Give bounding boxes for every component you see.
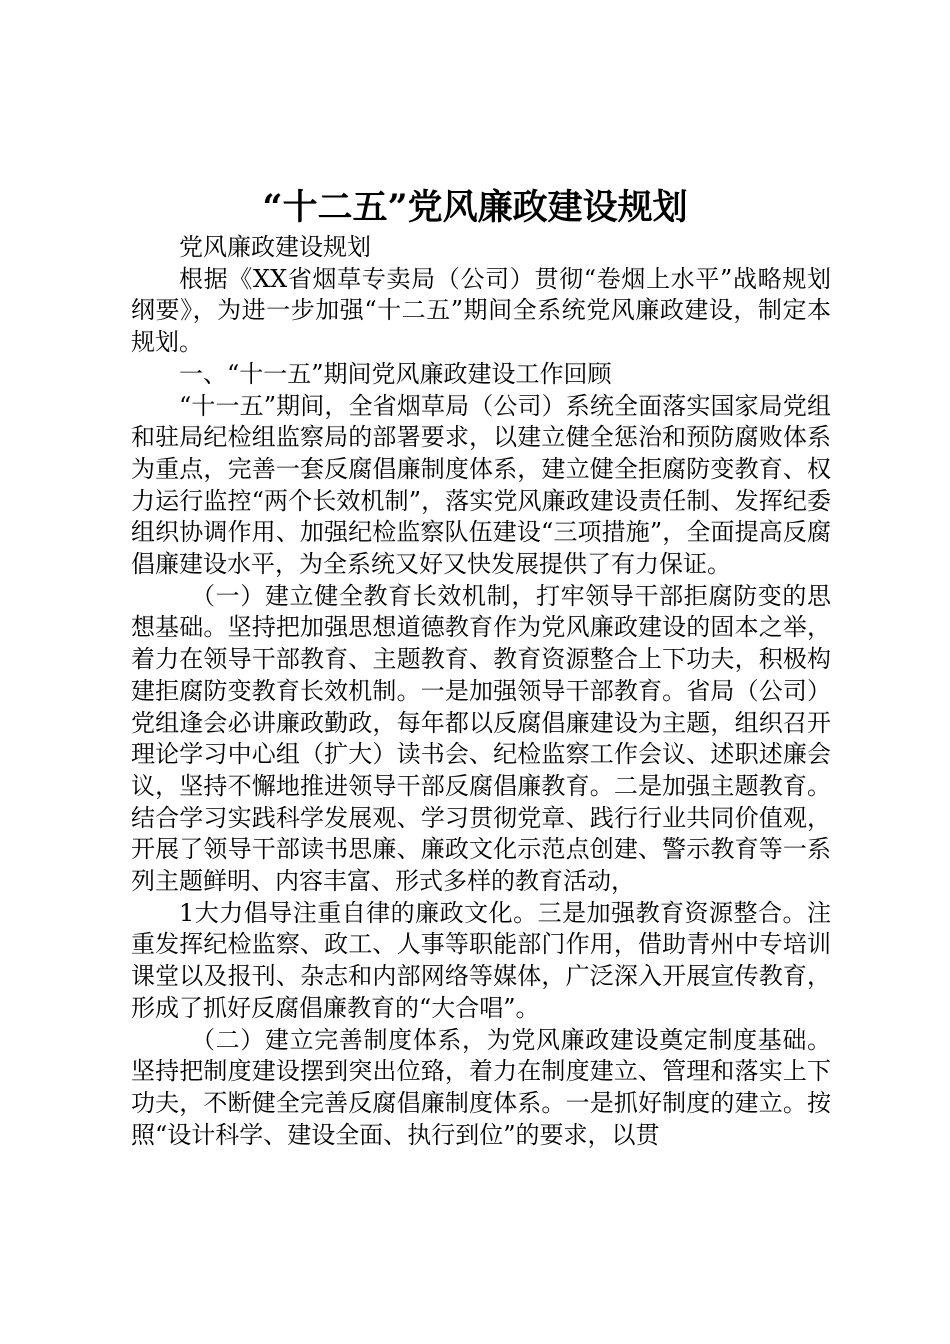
culture-paragraph: 1大力倡导注重自律的廉政文化。三是加强教育资源整合。注重发挥纪检监察、政工、人事等职能部门作用，借助青州中专培训课堂以及报刊、杂志和内部网络等媒体，广泛深入开展宣传教育，形成了抓好反腐倡廉教育的“大合唱”。 xyxy=(131,898,831,1022)
document-body xyxy=(131,232,831,1151)
subtitle-paragraph: 党风廉政建设规划 xyxy=(179,233,371,261)
system-paragraph: （二）建立完善制度体系，为党风廉政建设奠定制度基础。坚持把制度建设摆到突出位臵，着力在制度建立、管理和落实上下功夫，不断健全完善反腐倡廉制度体系。一是抓好制度的建立。按照“设计科学、建设全面、执行到位”的要求，以贯 xyxy=(131,1025,831,1149)
education-paragraph: （一）建立健全教育长效机制，打牢领导干部拒腐防变的思想基础。坚持把加强思想道德教育作为党风廉政建设的固本之举，着力在领导干部教育、主题教育、教育资源整合上下功夫，积极构建拒腐防变教育长效机制。一是加强领导干部教育。省局（公司）党组逢会必讲廉政勤政，每年都以反腐倡廉建设为主题，组织召开理论学习中心组（扩大）读书会、纪检监察工作会议、述职述廉会议，坚持不懈地推进领导干部反腐倡廉教育。二是加强主题教育。结合学习实践科学发展观、学习贯彻党章、践行行业共同价值观，开展了领导干部读书思廉、廉政文化示范点创建、警示教育等一系列主题鲜明、内容丰富、形式多样的教育活动， xyxy=(131,581,831,896)
section-heading-1: 一、“十一五”期间党风廉政建设工作回顾 xyxy=(179,359,612,388)
review-paragraph: “十一五”期间，全省烟草局（公司）系统全面落实国家局党组和驻局纪检组监察局的部署要求，以建立健全惩治和预防腐败体系为重点，完善一套反腐倡廉制度体系，建立健全拒腐防变教育、权力运行监控“两个长效机制”，落实党风廉政建设责任制、发挥纪委组织协调作用、加强纪检监察队伍建设“三项措施”，全面提高反腐倡廉建设水平，为全系统又好又快发展提供了有力保证。 xyxy=(131,391,831,579)
document-title: “十二五”党风廉政建设规划 xyxy=(262,187,688,228)
intro-paragraph: 根据《XX省烟草专卖局（公司）贯彻“卷烟上水平”战略规划纲要》，为进一步加强“十二五”期间全系统党风廉政建设，制定本规划。 xyxy=(131,264,831,357)
